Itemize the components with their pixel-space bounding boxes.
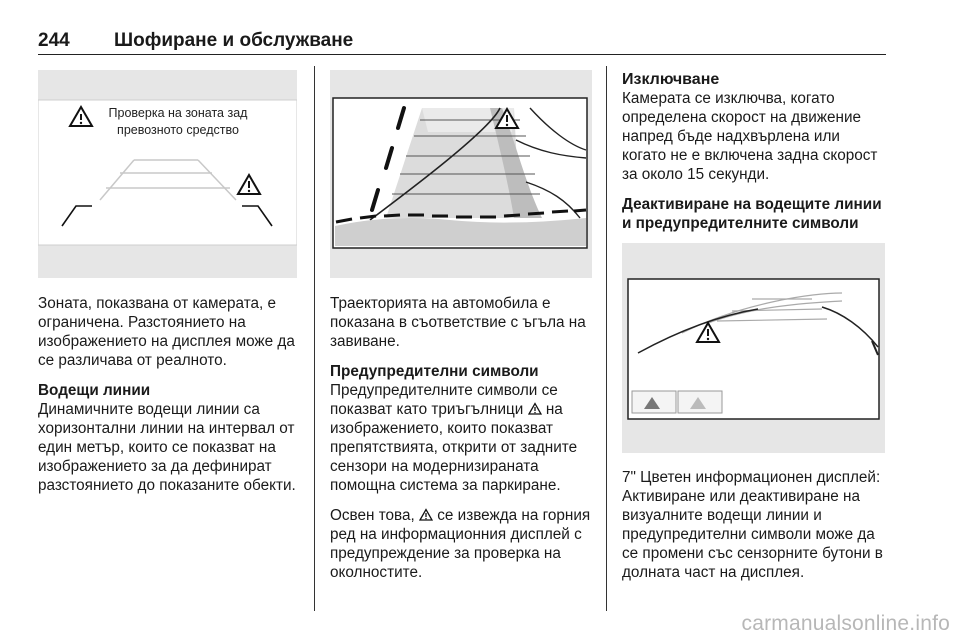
warning-symbols-text: на изображението, които показват препятствията, открити от задните сензори на модернизираната помощна система за паркиране.	[330, 401, 578, 494]
deactivation-section	[622, 195, 888, 233]
page-number: 244	[38, 30, 70, 51]
guidelines-section	[38, 381, 302, 495]
column-divider	[606, 66, 607, 611]
turn-off-section	[622, 70, 888, 184]
additionally-text: се извежда на горния ред на информационния дисплей с предупреждение за проверка на околностите.	[330, 507, 591, 581]
guidelines-toggle-figure	[622, 243, 885, 453]
watermark: carmanualsonline.info	[741, 612, 950, 635]
guidelines-heading: Водещи линии	[38, 382, 151, 399]
deactivation-heading: Деактивиране на водещите линии и предупредителните символи	[622, 196, 882, 232]
warning-triangle-icon	[528, 402, 542, 415]
column-divider	[314, 66, 315, 611]
column-2	[330, 294, 594, 593]
turn-off-text: Камерата се изключва, когато определена скорост на движение напред бъде надхвърлена или когато не е включена задна скорост за около 15 секунди.	[622, 90, 878, 183]
camera-zone-paragraph: Зоната, показвана от камерата, е ограничена. Разстоянието на изображението на дисплея може да се различава от реалното.	[38, 295, 295, 369]
additionally-paragraph	[330, 506, 594, 582]
page-header	[38, 30, 886, 55]
warning-symbols-text: Предупредителните символи се показват като триъгълници	[330, 382, 558, 418]
column-3-bottom	[622, 468, 888, 593]
trajectory-paragraph: Траекторията на автомобила е показана в съответствие с ъгъла на завиване.	[330, 295, 586, 350]
column-1	[38, 294, 302, 506]
camera-view-figure	[38, 70, 297, 278]
guidelines-text: Динамичните водещи линии са хоризонтални линии на интервал от един метър, които се показват на изображението за да дефинират разстоянието до показаните обекти.	[38, 401, 296, 494]
chapter-title: Шофиране и обслужване	[114, 30, 354, 51]
additionally-text: Освен това,	[330, 507, 415, 524]
warning-symbols-heading: Предупредителни символи	[330, 363, 539, 380]
warning-text: превозното средство	[117, 123, 239, 137]
deactivation-text: 7" Цветен информационен дисплей: Активиране или деактивиране на визуалните водещи линии и предупредителни символи може да се промени със сензорните бутони в долната част на дисплея.	[622, 469, 883, 581]
trajectory-figure	[330, 70, 592, 278]
column-3	[622, 70, 888, 244]
turn-off-heading: Изключване	[622, 71, 720, 88]
warning-text: Проверка на зоната зад	[108, 106, 248, 120]
warning-symbols-section	[330, 362, 594, 495]
warning-triangle-icon	[419, 508, 433, 521]
